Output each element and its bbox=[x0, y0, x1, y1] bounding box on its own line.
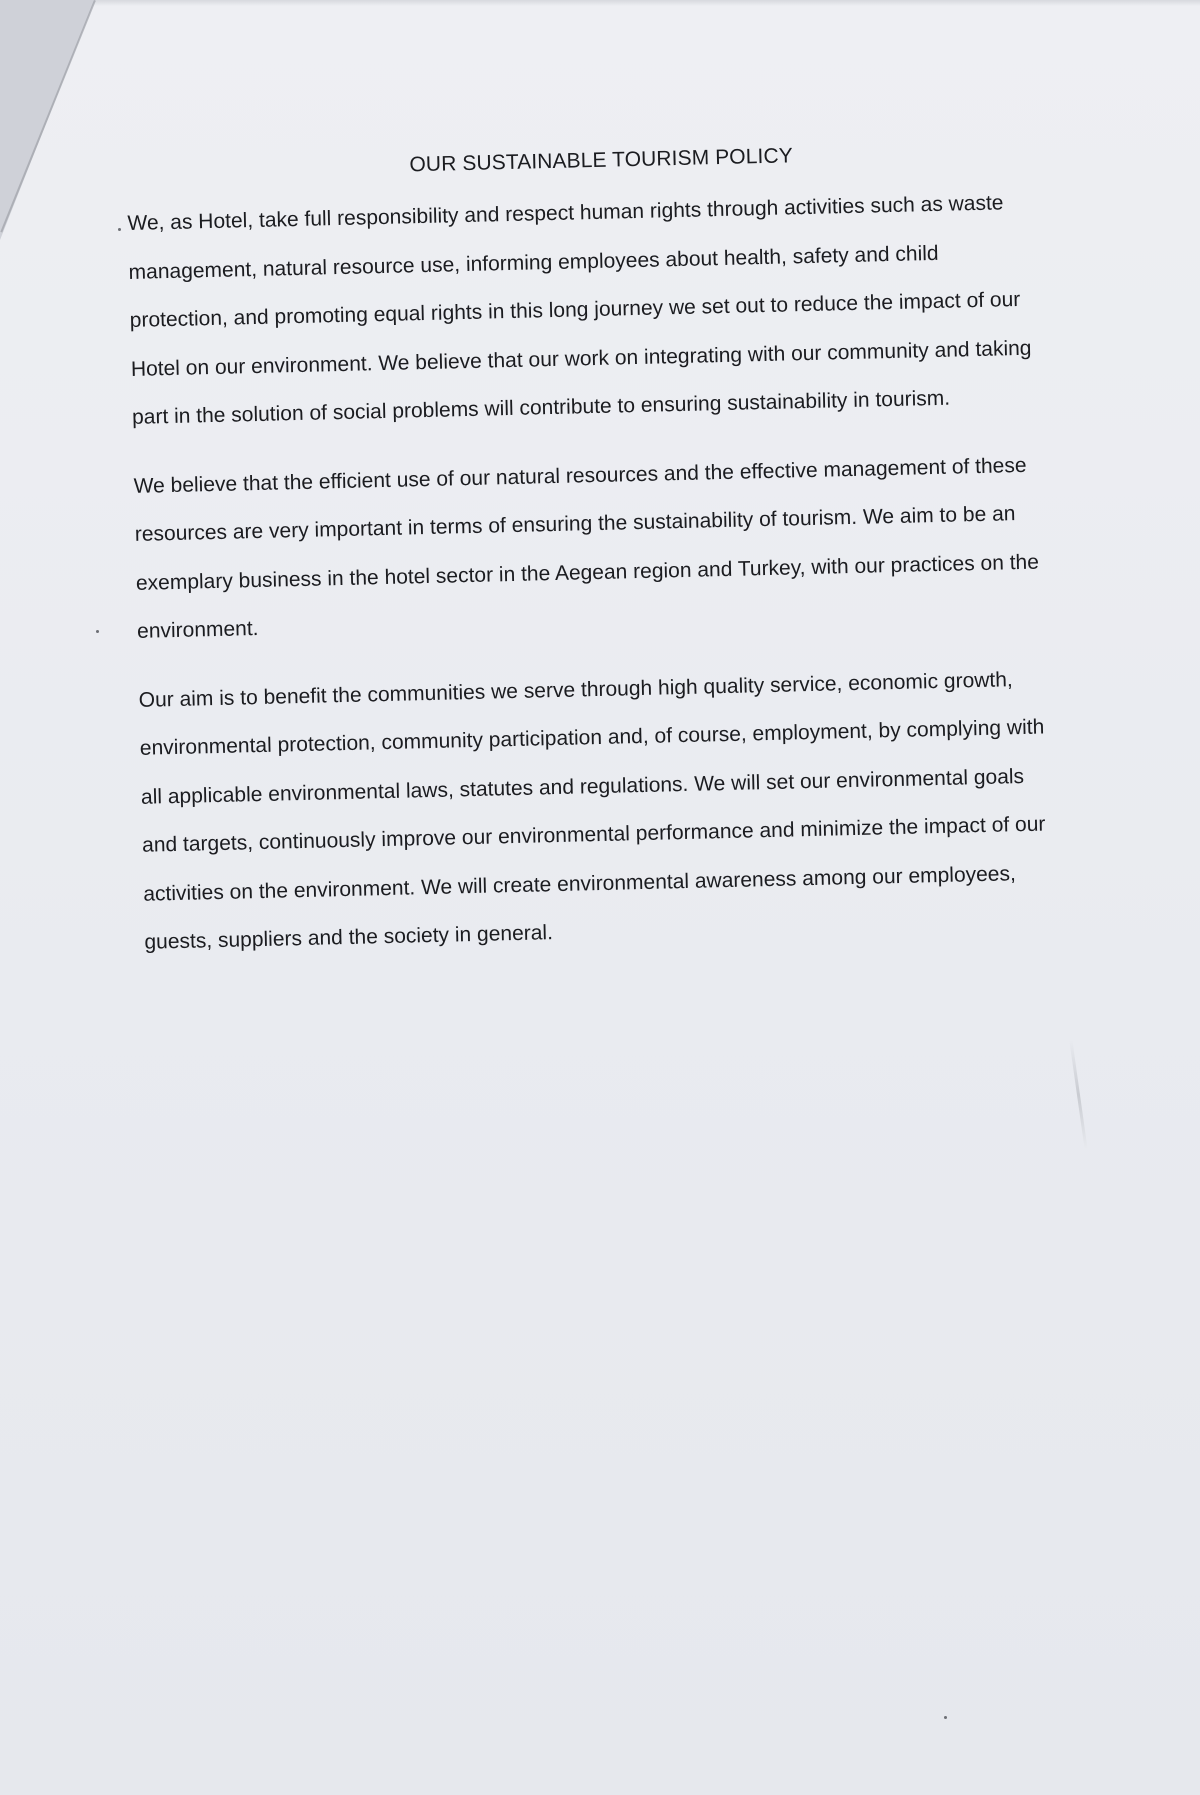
paragraph-community-aim: Our aim is to benefit the communities we serve through high quality service, economic growth, environmental protection, community participation and, of course, employment, by complying with all applicable environmental laws, statutes and regulations. We will set our environmental goals and targets, continuously improve our environmental performance and minimize the impact of our activities on the environment. We will create environmental awareness among our employees, guests, suppliers and the society in general. bbox=[138, 667, 1046, 954]
paper-top-edge bbox=[0, 0, 1200, 6]
ink-speck bbox=[944, 1716, 947, 1719]
document-title: OUR SUSTAINABLE TOURISM POLICY bbox=[409, 144, 794, 177]
paragraph-responsibility: We, as Hotel, take full responsibility and respect human rights through activities such as waste management, natural resource use, informing employees about health, safety and child protection, and promoting equal rights in this long journey we set out to reduce the impact of our Hotel on our environment. We believe that our work on integrating with our community and taking part in the solution of social problems will contribute to ensuring sustainability in tourism. bbox=[127, 191, 1032, 429]
paragraph-natural-resources: We believe that the efficient use of our natural resources and the effective management of these resources are very important in terms of ensuring the sustainability of tourism. We aim to be an exemplary business in the hotel sector in the Aegean region and Turkey, with our practices on the environment. bbox=[133, 453, 1040, 643]
ink-speck bbox=[118, 228, 121, 231]
ink-speck bbox=[96, 630, 99, 633]
policy-document bbox=[126, 138, 1075, 987]
paper-crease bbox=[1069, 1040, 1087, 1149]
